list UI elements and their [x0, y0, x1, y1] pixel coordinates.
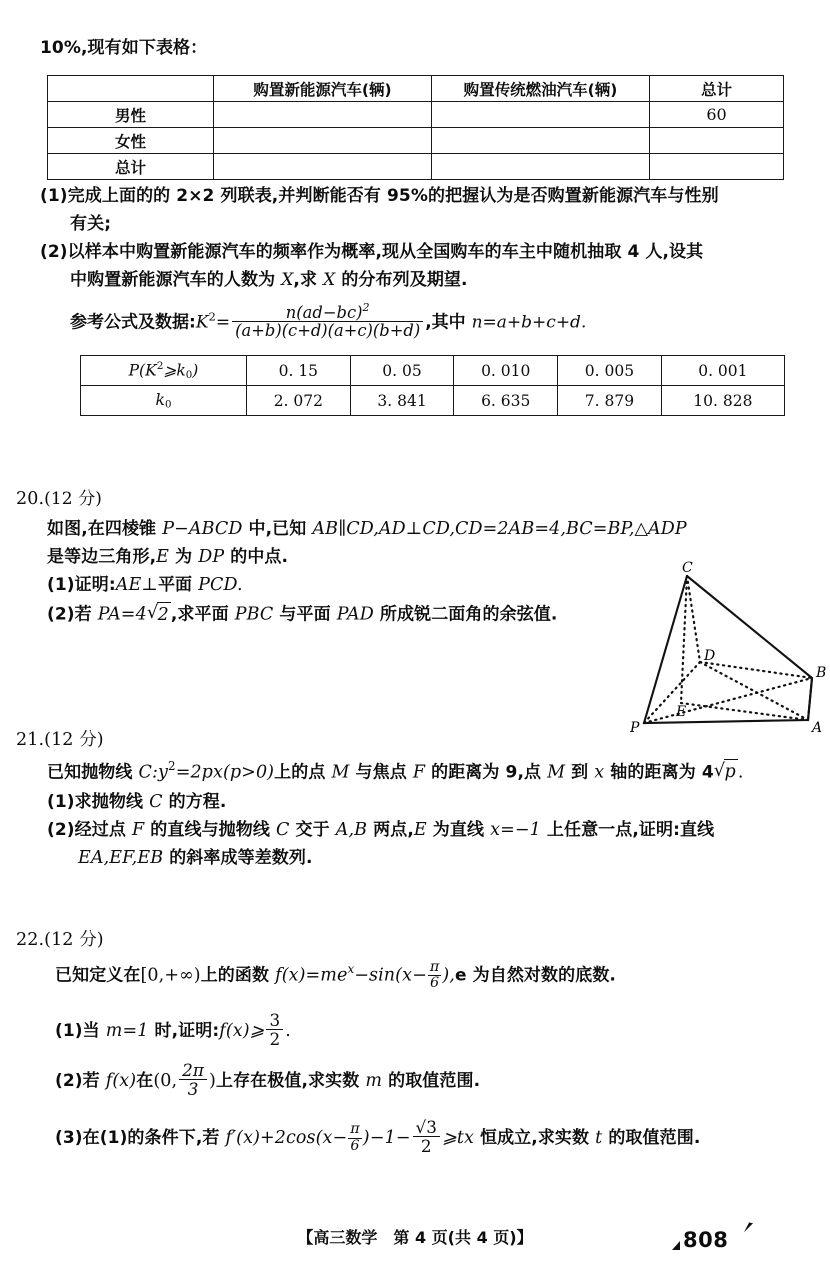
q22-part3 — [55, 1118, 700, 1155]
q21-part2-line-x: x=−1 — [490, 820, 541, 840]
formula-label: 参考公式及数据: — [70, 312, 196, 333]
q20-score: (12 分) — [44, 489, 103, 509]
q22-stem — [55, 960, 616, 991]
q21-stem-cn5: 到 — [565, 762, 595, 783]
formula-numerator-text: n(ad−bc) — [285, 302, 363, 322]
label-E: E — [676, 704, 687, 720]
q21-part2-pre: (2)经过点 — [47, 820, 132, 840]
header-cell-fuel: 购置传统燃油汽车(辆) — [432, 76, 650, 102]
q21-stem-cn6: 轴的距离为 4 — [604, 762, 714, 783]
table-row — [48, 154, 784, 180]
q21-point-M-1: M — [331, 762, 350, 783]
q22-close-paren: ), — [442, 965, 455, 986]
header-cell-blank — [48, 76, 214, 102]
formula-K: K — [195, 312, 209, 333]
q22-part2-fx: f(x) — [105, 1071, 137, 1092]
q20-part1-math2: PCD. — [198, 575, 243, 595]
q21-slopes: EA,EF,EB — [78, 848, 164, 868]
q19-part2-text-post: 的分布列及期望. — [335, 270, 468, 290]
q20-part2-cn2: 与平面 — [273, 604, 337, 625]
q20-segment-DP: DP — [198, 547, 225, 567]
q20-stem-line1 — [47, 517, 687, 543]
table-row — [81, 356, 785, 386]
label-A: A — [812, 720, 823, 735]
three-halves-fraction — [266, 1011, 283, 1048]
cell-total-new-energy — [214, 154, 432, 180]
formula-numerator — [232, 302, 423, 322]
pi-numerator-2: π — [350, 1121, 360, 1138]
cell-male-new-energy — [214, 102, 432, 128]
q21-stem-cn1: 已知抛物线 — [47, 762, 139, 783]
q22-part2-pre: (2)若 — [55, 1071, 106, 1092]
row-label-female: 女性 — [48, 128, 214, 154]
q22-stem-cn1: 已知定义在 — [55, 965, 141, 986]
q21-part1 — [47, 790, 226, 816]
q21-number: 21. — [16, 730, 45, 750]
cell-female-new-energy — [214, 128, 432, 154]
q21-point-M-2: M — [547, 762, 566, 783]
row-label-total: 总计 — [48, 154, 214, 180]
q22-part1-cn1: 时,证明: — [148, 1021, 220, 1042]
q22-param-t: t — [595, 1128, 603, 1149]
q21-part2-cn5: 上任意一点,证明:直线 — [540, 820, 715, 840]
pyramid-svg — [630, 560, 830, 735]
q20-conditions: AB∥CD,AD⊥CD,CD=2AB=4,BC=BP, — [312, 519, 635, 539]
page-footer: 【高三数学 第 4 页(共 4 页)】 — [297, 1228, 533, 1247]
sqrt-2-radical — [147, 601, 171, 628]
page-code: 808 — [683, 1228, 729, 1252]
pi-over-6-fraction-2 — [348, 1122, 362, 1153]
q21-part2-C: C — [276, 820, 290, 840]
header-cell-new-energy: 购置新能源汽车(辆) — [214, 76, 432, 102]
cell-male-total: 60 — [650, 102, 784, 128]
cell-total-fuel — [432, 154, 650, 180]
q21-part1-pre: (1)求抛物线 — [47, 792, 150, 812]
q22-domain: [0,+∞) — [140, 965, 201, 986]
continued-intro-line: 10%,现有如下表格： — [40, 38, 208, 58]
k-label-P-K: P(K — [128, 361, 157, 380]
q21-part2-line2-cn: 的斜率成等差数列. — [163, 848, 313, 868]
edge-P-B — [644, 678, 812, 723]
q21-parabola-C: C:y — [138, 762, 169, 783]
q20-stem-line2 — [47, 545, 288, 571]
q21-stem-period: . — [737, 762, 744, 783]
sqrt-p-radical — [714, 759, 738, 786]
q20-part1-cn: 平面 — [157, 575, 199, 595]
label-D: D — [704, 648, 716, 664]
q22-stem-cn2: 上的函数 — [200, 965, 276, 986]
q22-part3-cn1: 恒成立,求实数 — [473, 1128, 596, 1149]
q21-part2-line1 — [47, 818, 714, 844]
three-denominator: 3 — [187, 1079, 199, 1100]
k-table-row2-label — [81, 386, 247, 416]
cell-total-total — [650, 154, 784, 180]
q20-part2-cn3: 所成锐二面角的余弦值. — [373, 604, 558, 625]
q22-fx-geq: f(x)⩾ — [219, 1021, 265, 1042]
table-header-row — [48, 76, 784, 102]
pi-over-6-fraction — [428, 960, 442, 991]
q22-interval-close: ) — [209, 1071, 216, 1092]
q19-part2-text-pre: 中购置新能源汽车的人数为 — [70, 270, 282, 290]
q22-part1-period: . — [285, 1021, 291, 1042]
dashed-edges — [644, 576, 812, 723]
k-table-k-value: 6. 635 — [454, 386, 558, 416]
k-table-k-value: 2. 072 — [247, 386, 351, 416]
formula-tail-math: n=a+b+c+d. — [471, 312, 587, 333]
k-table-row1-label — [81, 356, 247, 386]
formula-fraction — [232, 302, 423, 340]
q22-part2 — [55, 1061, 480, 1098]
formula-K-exponent: 2 — [208, 309, 216, 324]
q21-stem-cn3: 与焦点 — [349, 762, 413, 783]
k-table-p-value: 0. 010 — [454, 356, 558, 386]
k-table-p-value: 0. 05 — [350, 356, 454, 386]
k-table-p-value: 0. 15 — [247, 356, 351, 386]
q22-stem-cn3: e 为自然对数的底数. — [454, 965, 616, 986]
q22-part2-cn1: 在 — [136, 1071, 154, 1092]
q21-part2-E: E — [413, 820, 427, 840]
cell-female-fuel — [432, 128, 650, 154]
formula-denominator: (a+b)(c+d)(a+c)(b+d) — [235, 321, 421, 341]
q22-sin-term: −sin(x− — [354, 965, 427, 986]
q21-axis-x: x — [594, 762, 605, 783]
q22-m-equals-1: m=1 — [105, 1021, 149, 1042]
q21-stem-cn4: 的距离为 9,点 — [425, 762, 548, 783]
q20-part2-pre: (2)若 — [47, 604, 98, 625]
label-P: P — [630, 720, 640, 735]
q20-solid-name: P−ABCD — [162, 519, 243, 539]
q22-minus-one: )−1− — [362, 1128, 411, 1149]
q20-stem-cn4: 为 — [169, 547, 199, 567]
q21-part2-AB: A,B — [335, 820, 368, 840]
q22-e-exponent: x — [347, 962, 355, 977]
two-pi-numerator: 2π — [179, 1061, 207, 1080]
k-table-k-value: 3. 841 — [350, 386, 454, 416]
q19-part2-line1: (2)以样本中购置新能源汽车的频率作为概率,现从全国购车的车主中随机抽取 4 人,设其 — [40, 242, 704, 262]
six-denominator-2: 6 — [350, 1137, 360, 1154]
k-table-p-value: 0. 001 — [661, 356, 784, 386]
q20-part1-pre: (1)证明: — [47, 575, 116, 595]
formula-numerator-exponent: 2 — [362, 301, 370, 314]
two-denominator-2: 2 — [420, 1136, 432, 1157]
q22-derivative-expr: f′(x)+2cos(x− — [225, 1128, 348, 1149]
q21-focus-F: F — [412, 762, 426, 783]
label-C: C — [682, 560, 693, 576]
q20-heading — [16, 487, 102, 513]
row-label-male: 男性 — [48, 102, 214, 128]
q20-part2-PA: PA=4 — [97, 604, 147, 625]
q20-stem-cn2: 中,已知 — [242, 519, 313, 539]
reference-formula — [70, 302, 586, 340]
q20-part2-cn1: ,求平面 — [170, 604, 235, 625]
q20-plane-PAD: PAD — [336, 604, 374, 625]
k0-label: k — [155, 390, 165, 409]
pyramid-figure — [630, 560, 830, 739]
q20-plane-PBC: PBC — [234, 604, 274, 625]
edge-D-A — [700, 662, 808, 720]
formula-tail-cn: ,其中 — [425, 312, 472, 333]
q22-part1-pre: (1)当 — [55, 1021, 106, 1042]
contingency-table — [47, 75, 784, 180]
var-X-2: X — [323, 270, 336, 290]
cell-male-fuel — [432, 102, 650, 128]
q21-heading — [16, 728, 104, 754]
q22-part3-cn2: 的取值范围. — [602, 1128, 701, 1149]
k0-subscript: 0 — [164, 399, 172, 411]
q20-part2 — [47, 601, 557, 628]
q19-part2-line2 — [70, 268, 468, 293]
q22-geq-tx: ⩾tx — [442, 1128, 474, 1149]
q21-part2-cn4: 为直线 — [426, 820, 491, 840]
sqrt3-over-2-fraction — [413, 1118, 441, 1155]
table-row — [81, 386, 785, 416]
q19-part2-text-mid: ,求 — [293, 270, 324, 290]
pi-numerator: π — [429, 959, 440, 975]
q22-part1 — [55, 1011, 291, 1048]
table-row — [48, 128, 784, 154]
q19-part1-line1: (1)完成上面的的 2×2 列联表,并判断能否有 95%的把握认为是否购置新能源汽车与性别 — [40, 186, 719, 206]
q20-part1 — [47, 573, 243, 599]
q21-stem-cn2: 上的点 — [274, 762, 332, 783]
sqrt-2-radicand: 2 — [157, 602, 171, 629]
q19-part1-line2: 有关; — [70, 214, 112, 234]
two-denominator: 2 — [269, 1029, 281, 1050]
sqrt-p-radicand: p — [724, 759, 738, 786]
q22-function-def: f(x)=me — [275, 965, 348, 986]
q20-triangle-ADP: △ADP — [634, 519, 687, 539]
q21-part2-cn2: 交于 — [289, 820, 336, 840]
q21-part2-line2 — [78, 846, 313, 872]
q22-interval-open: (0, — [153, 1071, 178, 1092]
two-pi-over-3-fraction — [179, 1061, 207, 1098]
k-table-k-value: 10. 828 — [661, 386, 784, 416]
k-label-geq-k: ⩾k — [163, 361, 186, 380]
q21-part2-cn1: 的直线与抛物线 — [144, 820, 276, 840]
label-B: B — [816, 665, 827, 681]
formula-equals: = — [215, 312, 231, 333]
q20-part1-math1: AE⊥ — [115, 575, 158, 595]
q21-parabola-eq: =2px(p>0) — [175, 762, 275, 783]
q21-y-exponent: 2 — [168, 759, 176, 773]
q22-part2-cn2: 上存在极值,求实数 — [215, 1071, 366, 1092]
q20-stem-cn3: 是等边三角形, — [47, 547, 157, 567]
q21-part1-post: 的方程. — [162, 792, 227, 812]
var-X-1: X — [281, 270, 294, 290]
three-numerator: 3 — [266, 1011, 283, 1030]
k-critical-value-table — [80, 355, 785, 416]
k-label-exponent: 2 — [156, 360, 164, 373]
q20-number: 20. — [16, 489, 45, 509]
q22-part3-pre: (3)在(1)的条件下,若 — [55, 1128, 226, 1149]
k-label-subscript: 0 — [185, 369, 193, 381]
q21-part2-F: F — [132, 820, 145, 840]
q22-score: (12 分) — [44, 930, 104, 950]
k-table-k-value: 7. 879 — [558, 386, 662, 416]
q22-part2-cn3: 的取值范围. — [382, 1071, 481, 1092]
k-table-p-value: 0. 005 — [558, 356, 662, 386]
edge-B-A — [808, 678, 812, 720]
cell-female-total — [650, 128, 784, 154]
q20-point-E: E — [156, 547, 170, 567]
table-row — [48, 102, 784, 128]
q21-part2-cn3: 两点, — [367, 820, 414, 840]
q22-number: 22. — [16, 930, 45, 950]
header-cell-total: 总计 — [650, 76, 784, 102]
sqrt3-numerator: √3 — [413, 1118, 441, 1137]
k-label-close: ) — [192, 361, 199, 380]
q22-param-m: m — [365, 1071, 383, 1092]
q22-heading — [16, 928, 104, 954]
edge-E-A — [681, 703, 808, 720]
q20-stem-cn1: 如图,在四棱锥 — [47, 519, 163, 539]
q21-score: (12 分) — [44, 730, 104, 750]
q21-stem — [47, 758, 744, 786]
edge-C-D — [687, 576, 700, 662]
six-denominator: 6 — [429, 975, 440, 992]
q21-part1-C: C — [149, 792, 163, 812]
q20-stem-cn5: 的中点. — [224, 547, 289, 567]
